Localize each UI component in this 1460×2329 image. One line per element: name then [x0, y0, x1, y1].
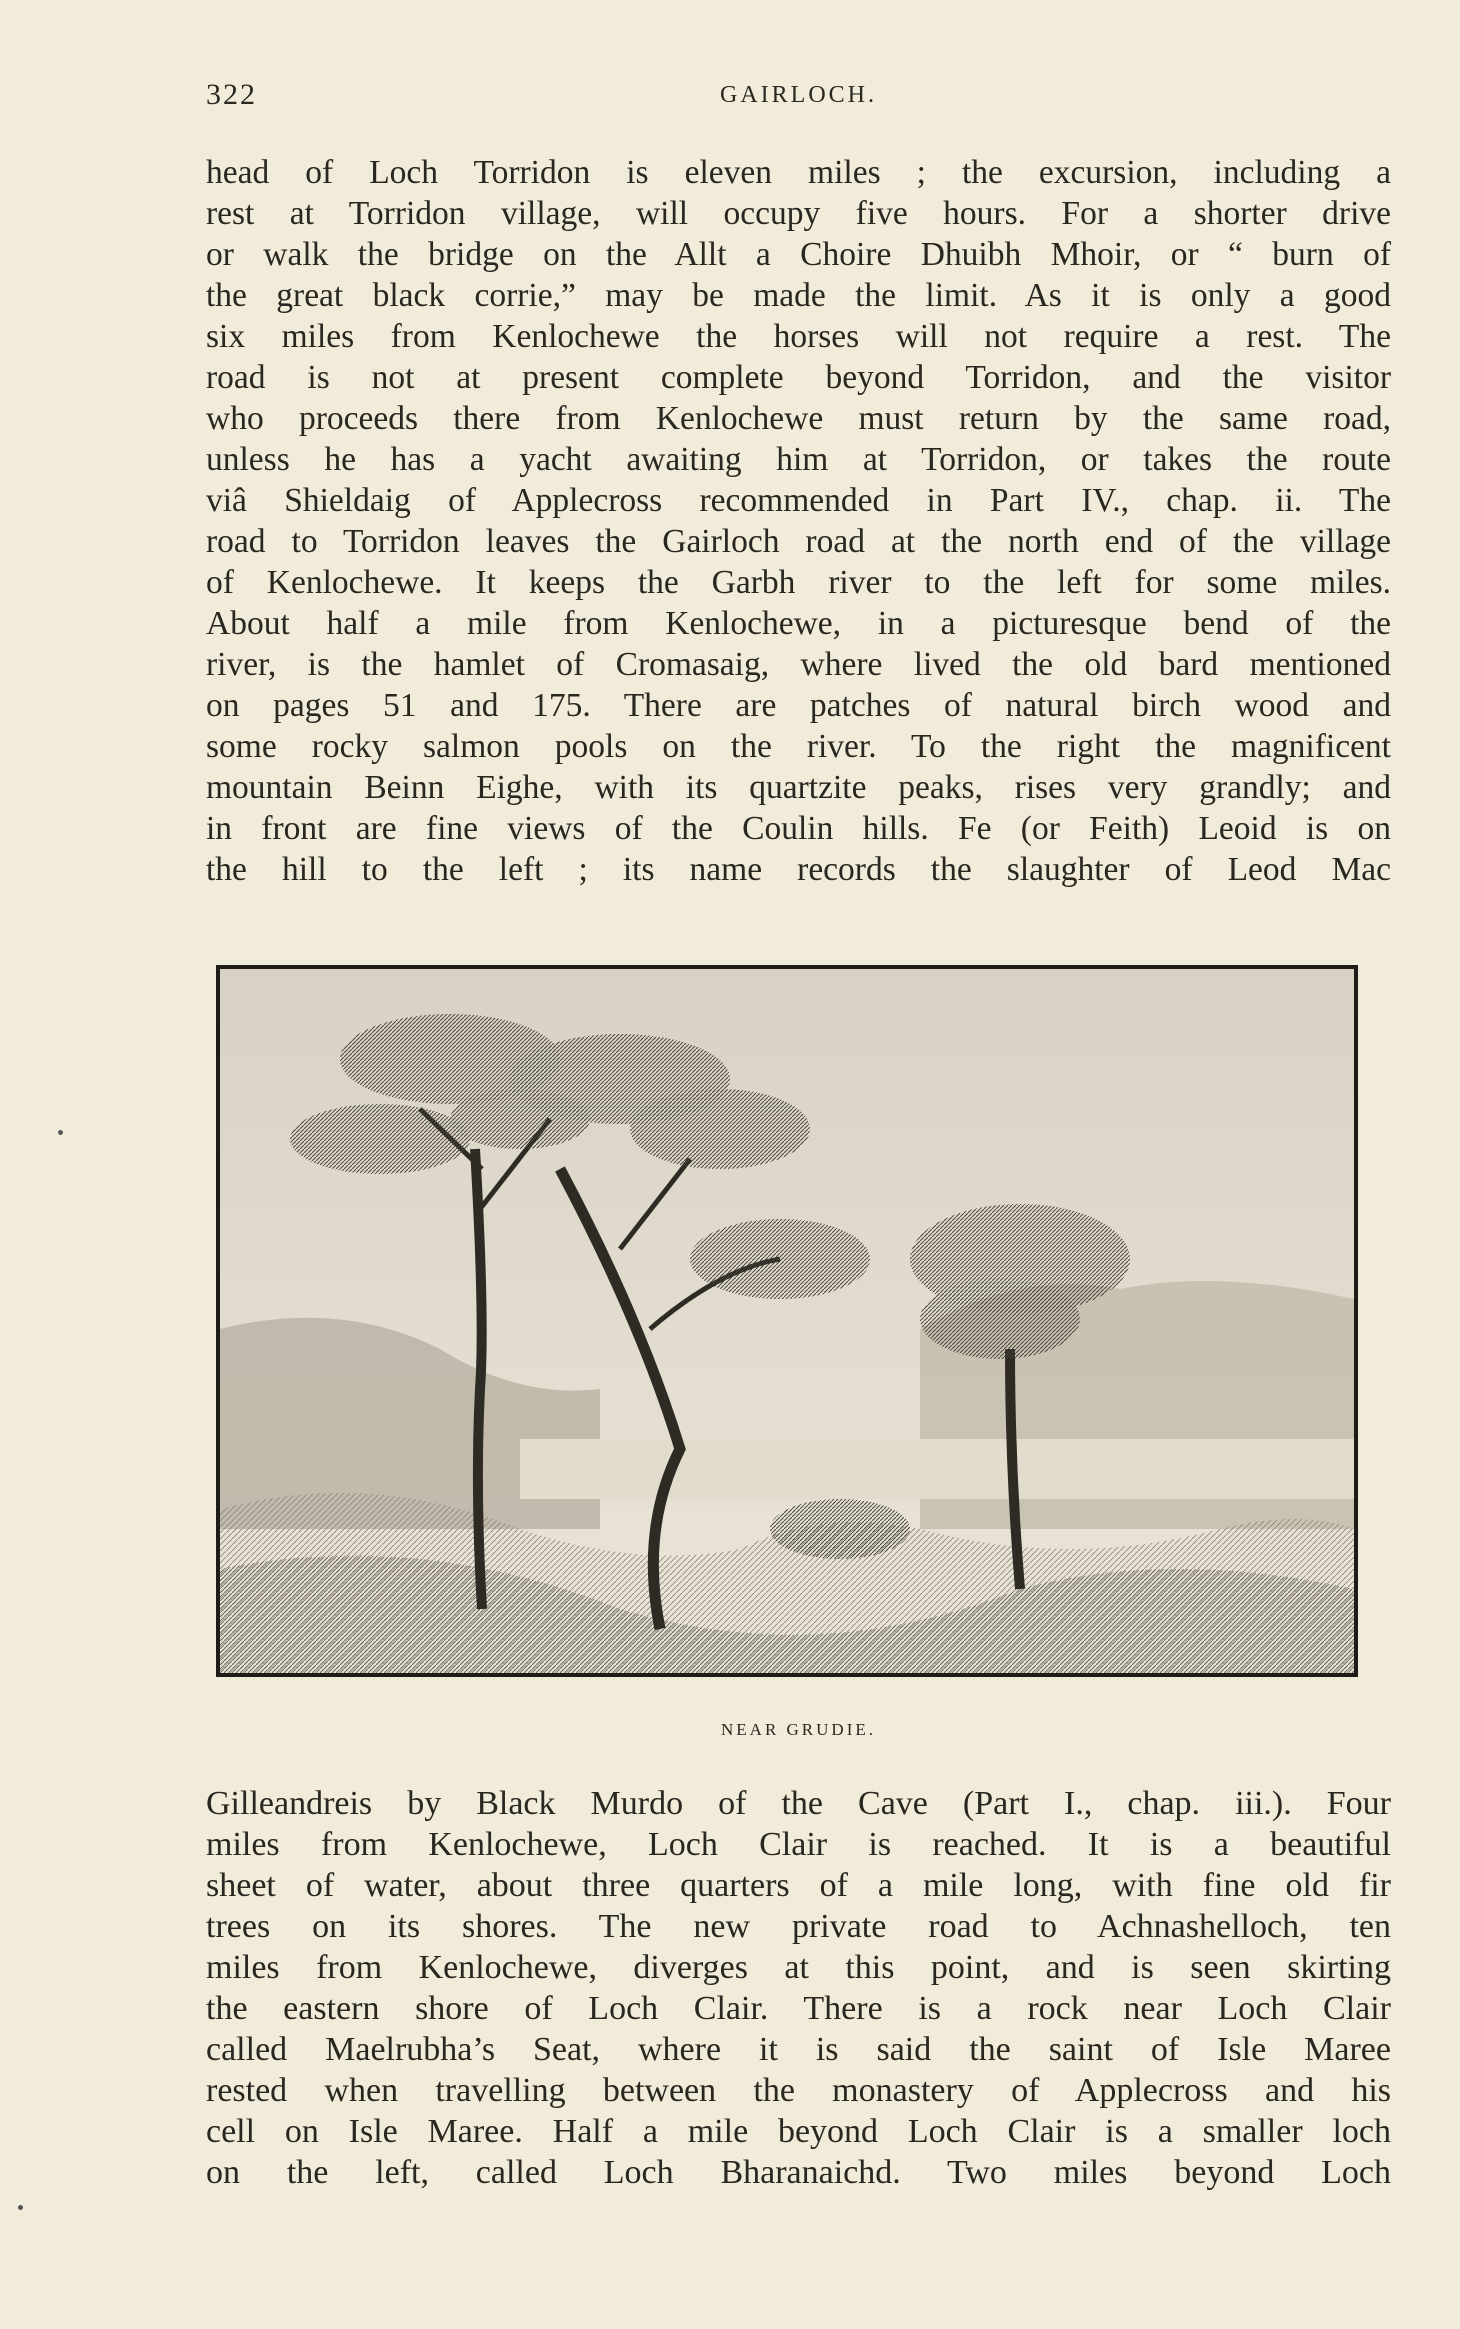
text-line: miles from Kenlochewe, Loch Clair is reached. It is a beautiful	[206, 1826, 1391, 1863]
text-line: viâ Shieldaig of Applecross recommended in Part IV., chap. ii. The	[206, 482, 1391, 519]
text-line: About half a mile from Kenlochewe, in a picturesque bend of the	[206, 605, 1391, 642]
text-line: the hill to the left ; its name records the slaughter of Leod Mac	[206, 851, 1391, 888]
text-line: Gilleandreis by Black Murdo of the Cave (Part I., chap. iii.). Four	[206, 1785, 1391, 1822]
text-line: the great black corrie,” may be made the limit. As it is only a good	[206, 277, 1391, 314]
text-line: or walk the bridge on the Allt a Choire Dhuibh Mhoir, or “ burn of	[206, 236, 1391, 273]
text-line: cell on Isle Maree. Half a mile beyond Loch Clair is a smaller loch	[206, 2113, 1391, 2150]
text-line: miles from Kenlochewe, diverges at this point, and is seen skirting	[206, 1949, 1391, 1986]
landscape-engraving	[216, 965, 1358, 1677]
text-line: road is not at present complete beyond Torridon, and the visitor	[206, 359, 1391, 396]
birch-trunk-left	[475, 1149, 482, 1609]
text-line: in front are fine views of the Coulin hills. Fe (or Feith) Leoid is on	[206, 810, 1391, 847]
text-line: head of Loch Torridon is eleven miles ; the excursion, including a	[206, 154, 1391, 191]
text-line: on the left, called Loch Bharanaichd. Two miles beyond Loch	[206, 2154, 1391, 2191]
paper-speck	[18, 2205, 23, 2210]
text-line: the eastern shore of Loch Clair. There is a rock near Loch Clair	[206, 1990, 1391, 2027]
page-header	[206, 78, 1391, 118]
text-line: road to Torridon leaves the Gairloch road at the north end of the village	[206, 523, 1391, 560]
engraving-illustration	[220, 969, 1354, 1673]
running-head: GAIRLOCH.	[720, 82, 877, 108]
text-line: six miles from Kenlochewe the horses will not require a rest. The	[206, 318, 1391, 355]
text-line: of Kenlochewe. It keeps the Garbh river to the left for some miles.	[206, 564, 1391, 601]
loch-water	[520, 1439, 1354, 1499]
text-line: river, is the hamlet of Cromasaig, where lived the old bard mentioned	[206, 646, 1391, 683]
text-line: called Maelrubha’s Seat, where it is said the saint of Isle Maree	[206, 2031, 1391, 2068]
page-number: 322	[206, 78, 257, 111]
text-line: who proceeds there from Kenlochewe must return by the same road,	[206, 400, 1391, 437]
text-line: some rocky salmon pools on the river. To the right the magnificent	[206, 728, 1391, 765]
text-line: unless he has a yacht awaiting him at Torridon, or takes the route	[206, 441, 1391, 478]
text-line: mountain Beinn Eighe, with its quartzite peaks, rises very grandly; and	[206, 769, 1391, 806]
figure-caption: NEAR GRUDIE.	[721, 1720, 876, 1739]
text-line: rest at Torridon village, will occupy five hours. For a shorter drive	[206, 195, 1391, 232]
body-text-bottom	[206, 1783, 1391, 2193]
text-line: on pages 51 and 175. There are patches of natural birch wood and	[206, 687, 1391, 724]
shrub	[770, 1499, 910, 1559]
body-text-top	[206, 152, 1391, 890]
paper-speck	[58, 1130, 63, 1135]
text-line: sheet of water, about three quarters of a mile long, with fine old fir	[206, 1867, 1391, 1904]
text-line: trees on its shores. The new private road to Achnashelloch, ten	[206, 1908, 1391, 1945]
text-line: rested when travelling between the monastery of Applecross and his	[206, 2072, 1391, 2109]
